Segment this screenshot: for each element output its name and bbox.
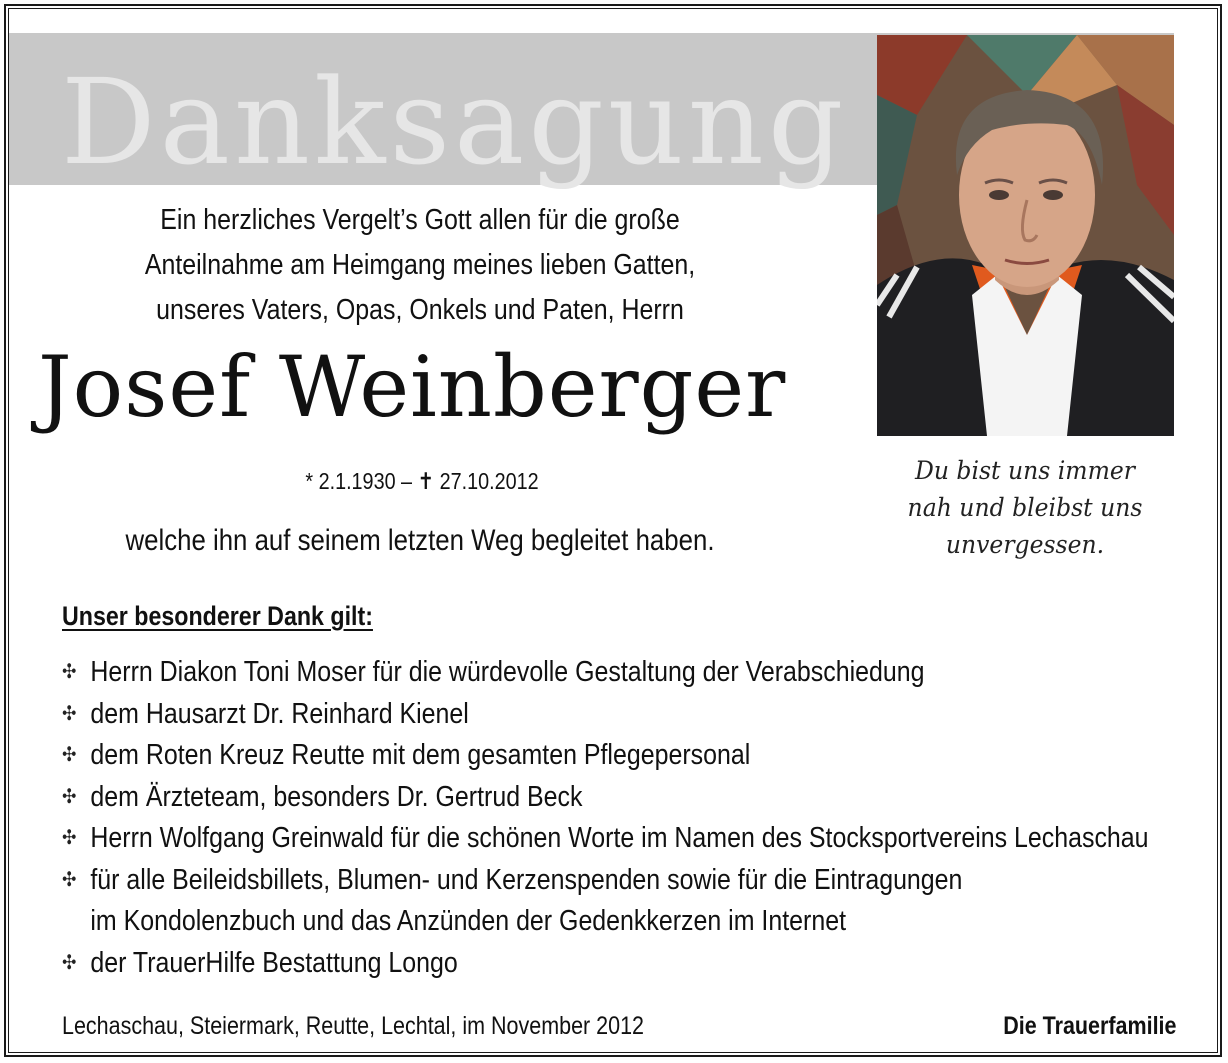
page-title: Danksagung	[61, 53, 848, 191]
quote-line: unvergessen.	[945, 530, 1105, 559]
quote-line: Du bist uns immer	[914, 456, 1135, 485]
list-item-text: Herrn Diakon Toni Moser für die würdevolle Gestaltung der Verabschiedung	[90, 656, 925, 688]
memorial-quote	[885, 452, 1165, 563]
cross-bullet-icon: ✣	[62, 951, 77, 974]
intro-line: Ein herzliches Vergelt’s Gott allen für die große	[160, 204, 680, 236]
cross-bullet-icon: ✣	[62, 661, 77, 683]
portrait-illustration	[877, 35, 1174, 436]
list-item	[62, 777, 1171, 819]
list-item	[62, 652, 1171, 694]
list-item-continuation: im Kondolenzbuch und das Anzünden der Gedenkkerzen im Internet	[90, 905, 846, 937]
cross-bullet-icon: ✣	[62, 785, 77, 808]
cross-bullet-icon: ✣	[62, 868, 77, 891]
list-item-text: Herrn Wolfgang Greinwald für die schönen Worte im Namen des Stocksportvereins Lechaschau	[90, 822, 1149, 854]
list-item	[62, 694, 1171, 736]
list-item-text: dem Hausarzt Dr. Reinhard Kienel	[90, 697, 469, 730]
list-item-text: dem Roten Kreuz Reutte mit dem gesamten Pflegepersonal	[90, 739, 751, 771]
list-item-text: für alle Beileidsbillets, Blumen- und Kerzenspenden sowie für die Eintragungen	[90, 863, 963, 896]
list-item	[62, 860, 1171, 943]
cross-bullet-icon: ✣	[62, 827, 77, 849]
thanks-list	[62, 652, 1171, 984]
list-item	[62, 818, 1171, 860]
footer-place-date: Lechaschau, Steiermark, Reutte, Lechtal, im November 2012	[62, 1012, 644, 1040]
closing-line: welche ihn auf seinem letzten Weg begleitet haben.	[125, 524, 715, 557]
intro-line: Anteilnahme am Heimgang meines lieben Gatten,	[144, 249, 696, 281]
life-dates: * 2.1.1930 – ✝ 27.10.2012	[305, 468, 539, 494]
intro-text	[110, 198, 729, 333]
list-item-text: dem Ärzteteam, besonders Dr. Gertrud Beck	[90, 780, 583, 813]
intro-line: unseres Vaters, Opas, Onkels und Paten, Herrn	[156, 294, 684, 326]
cross-bullet-icon: ✣	[62, 744, 77, 766]
quote-line: nah und bleibst uns	[907, 493, 1143, 522]
portrait-photo	[877, 35, 1174, 436]
list-item	[62, 735, 1171, 777]
cross-bullet-icon: ✣	[62, 702, 77, 725]
list-item	[62, 943, 1171, 985]
thanks-heading: Unser besonderer Dank gilt:	[62, 601, 373, 631]
footer-signature: Die Trauerfamilie	[1002, 1012, 1176, 1040]
list-item-text: der TrauerHilfe Bestattung Longo	[90, 946, 458, 979]
deceased-name: Josef Weinberger	[38, 338, 787, 436]
